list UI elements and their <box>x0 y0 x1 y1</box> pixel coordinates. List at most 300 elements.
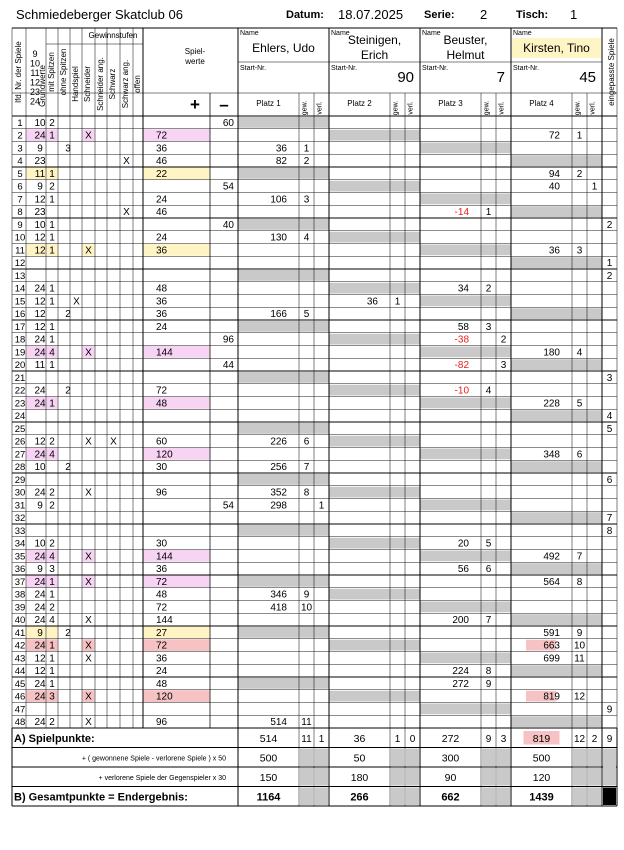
player-score: 130 <box>270 232 287 244</box>
won-count: 5 <box>303 309 310 321</box>
grey-cell <box>315 768 328 786</box>
ohne-spitzen: 2 <box>65 309 71 321</box>
label-gew: gew. <box>301 100 309 116</box>
player-score: 591 <box>543 627 560 639</box>
plus-value: 36 <box>156 653 168 665</box>
won-count: 10 <box>573 640 586 652</box>
grey-cell <box>421 245 511 256</box>
spielpunkte-value: 819 <box>532 733 551 745</box>
plus-value: 144 <box>156 551 173 563</box>
grey-cell <box>315 788 328 806</box>
row-number: 6 <box>17 181 23 193</box>
mit-spitzen: 2 <box>49 538 55 550</box>
player-score: -82 <box>454 360 469 372</box>
row-number: 19 <box>14 347 26 359</box>
tisch-value: 1 <box>570 7 578 22</box>
mit-spitzen: 2 <box>49 487 55 499</box>
grey-cell <box>330 589 420 600</box>
mit-spitzen: 1 <box>49 653 55 665</box>
mit-spitzen: 1 <box>49 589 55 601</box>
grey-cell <box>482 768 495 786</box>
won-count: 2 <box>576 168 583 180</box>
mark-x: X <box>85 615 92 627</box>
label-formel2: + verlorene Spiele der Gegenspieler x 30 <box>98 775 226 782</box>
row-number: 20 <box>14 360 26 372</box>
won-count: 4 <box>485 385 492 397</box>
serie-label: Serie: <box>424 9 455 21</box>
label-name: Name <box>240 30 259 37</box>
ohne-spitzen: 3 <box>65 143 71 155</box>
plus-value: 48 <box>156 678 168 690</box>
highlight-cell <box>144 129 210 141</box>
mit-spitzen: 1 <box>49 219 55 231</box>
row-number: 48 <box>14 717 26 729</box>
mit-spitzen: 1 <box>49 283 55 295</box>
gesamt-value: 1164 <box>256 791 281 804</box>
won-total: 1 <box>394 734 401 745</box>
lost-total: 0 <box>409 734 416 745</box>
label-start-nr: Start-Nr. <box>422 65 449 72</box>
mark-x: X <box>85 347 92 359</box>
mit-spitzen: 1 <box>49 360 55 372</box>
grey-cell <box>239 627 329 638</box>
row-number: 30 <box>14 487 26 499</box>
lost-count: 2 <box>500 334 507 346</box>
plus-value: 48 <box>156 283 168 295</box>
won-count: 7 <box>576 551 583 563</box>
mit-spitzen: 1 <box>49 398 55 410</box>
plus-value: 48 <box>156 589 168 601</box>
plus-value: 96 <box>156 487 168 499</box>
row-number: 21 <box>14 372 26 384</box>
row-number: 40 <box>14 615 26 627</box>
label-offen: offen <box>133 75 142 93</box>
mark-x: X <box>85 487 92 499</box>
grundwert: 24 <box>34 398 46 410</box>
mit-spitzen: 1 <box>49 576 55 588</box>
grundwert: 12 <box>34 296 46 308</box>
lost-total: 3 <box>500 734 507 745</box>
player-score: 663 <box>543 640 560 652</box>
mark-x: X <box>123 156 130 168</box>
label-gewinnstufen: Gewinnstufen <box>88 31 138 40</box>
grey-cell <box>330 691 420 702</box>
label-start-nr: Start-Nr. <box>240 65 267 72</box>
grey-cell <box>482 749 495 767</box>
mit-spitzen: 1 <box>49 666 55 678</box>
row-number: 26 <box>14 436 26 448</box>
row-number: 45 <box>14 678 26 690</box>
grundwert: 24 <box>34 576 46 588</box>
row-number: 2 <box>17 130 23 142</box>
grundwert: 12 <box>34 653 46 665</box>
grey-cell <box>512 308 602 319</box>
mit-spitzen: 1 <box>49 640 55 652</box>
grey-cell <box>239 321 329 332</box>
label-verl: verl. <box>498 101 506 115</box>
highlight-cell <box>47 627 58 639</box>
player-score: 348 <box>543 449 560 461</box>
grundwert: 24 <box>34 283 46 295</box>
grey-cell <box>421 653 511 664</box>
eingepasst-count: 5 <box>606 423 613 435</box>
plus-value: 72 <box>156 130 168 142</box>
row-number: 38 <box>14 589 26 601</box>
row-number: 12 <box>14 258 26 270</box>
grey-cell <box>421 398 511 409</box>
player-score: 58 <box>457 321 469 333</box>
label-spielpunkte: A) Spielpunkte: <box>14 733 95 745</box>
player-score: 819 <box>543 691 560 703</box>
row-number: 37 <box>14 576 26 588</box>
grundwert-value: 12 <box>29 77 41 88</box>
plus-value: 72 <box>156 385 168 397</box>
player-score: 514 <box>270 717 287 729</box>
mark-x: X <box>85 551 92 563</box>
grundwert: 12 <box>34 321 46 333</box>
label-grundwerte: Grundwerte <box>38 65 47 107</box>
won-total: 9 <box>485 734 492 745</box>
grey-cell <box>239 372 329 383</box>
plus-value: 36 <box>156 564 168 576</box>
row-number: 18 <box>14 334 26 346</box>
grundwert: 24 <box>34 385 46 397</box>
grey-cell <box>330 181 420 192</box>
player-score: 40 <box>548 181 560 193</box>
grey-cell <box>391 788 404 806</box>
grey-cell <box>391 768 404 786</box>
minus-value: 54 <box>222 500 234 512</box>
row-number: 1 <box>17 117 23 129</box>
mark-x: X <box>85 653 92 665</box>
mark-x: X <box>110 436 117 448</box>
grundwert: 24 <box>34 487 46 499</box>
row-number: 42 <box>14 640 26 652</box>
row-number: 24 <box>14 411 26 423</box>
highlight-cell <box>144 576 210 588</box>
player-score: 272 <box>452 678 469 690</box>
player-start-nr: 45 <box>579 69 596 86</box>
mit-spitzen: 3 <box>49 564 55 576</box>
eingepasst-count: 8 <box>606 525 613 537</box>
mit-spitzen: 2 <box>49 181 55 193</box>
grundwert: 24 <box>34 334 46 346</box>
won-count: 9 <box>576 627 583 639</box>
row-number: 5 <box>17 168 23 180</box>
player-score: 418 <box>270 602 287 614</box>
grundwert: 24 <box>34 449 46 461</box>
won-count: 5 <box>576 398 583 410</box>
won-count: 3 <box>303 194 310 206</box>
row-number: 35 <box>14 551 26 563</box>
grey-cell <box>330 640 420 651</box>
grundwert: 12 <box>34 245 46 257</box>
won-count: 1 <box>394 296 401 308</box>
won-count: 5 <box>485 538 492 550</box>
eingepasst-count: 2 <box>606 219 613 231</box>
ohne-spitzen: 2 <box>65 462 71 474</box>
player-score: 34 <box>457 283 469 295</box>
won-count: 9 <box>485 678 492 690</box>
label-gew: gew. <box>392 100 400 116</box>
player-score: 36 <box>548 245 560 257</box>
formel2-value: 180 <box>350 772 369 784</box>
player-score: 106 <box>270 194 287 206</box>
player-score: 492 <box>543 551 560 563</box>
mit-spitzen: 1 <box>49 321 55 333</box>
grey-cell <box>330 487 420 498</box>
won-total: 12 <box>573 734 586 745</box>
mit-spitzen: 2 <box>49 436 55 448</box>
grundwert: 24 <box>34 130 46 142</box>
won-count: 6 <box>576 449 583 461</box>
grey-cell <box>512 155 602 166</box>
row-number: 17 <box>14 321 26 333</box>
highlight-cell <box>144 397 210 409</box>
highlight-cell <box>144 550 210 562</box>
player-score: -38 <box>454 334 469 346</box>
plus-value: 30 <box>156 538 168 550</box>
grey-cell <box>330 334 420 345</box>
grundwert-value: 10 <box>29 58 41 69</box>
player-score: 256 <box>270 462 287 474</box>
player-score: -14 <box>454 207 469 219</box>
won-count: 6 <box>303 436 310 448</box>
grey-cell <box>512 716 602 727</box>
grundwert: 24 <box>34 678 46 690</box>
serie-value: 2 <box>480 7 488 22</box>
grundwert: 12 <box>34 436 46 448</box>
row-number: 10 <box>14 232 26 244</box>
label-platz: Platz 4 <box>529 99 554 108</box>
grey-cell <box>421 296 511 307</box>
mark-x: X <box>85 576 92 588</box>
plus-value: 96 <box>156 717 168 729</box>
grundwert: 10 <box>34 219 46 231</box>
mit-spitzen: 2 <box>49 500 55 512</box>
grundwert: 24 <box>34 551 46 563</box>
label-spielwerte: werte <box>185 57 205 66</box>
grey-cell <box>421 194 511 205</box>
won-count: 3 <box>576 245 583 257</box>
row-number: 9 <box>17 219 23 231</box>
highlight-cell <box>144 627 210 639</box>
eingepasst-count: 6 <box>606 474 613 486</box>
label-ohne-spitzen: ohne Spitzen <box>59 48 68 96</box>
row-number: 15 <box>14 296 26 308</box>
spielpunkte-value: 36 <box>353 733 366 745</box>
datum-value: 18.07.2025 <box>338 7 404 22</box>
plus-value: 72 <box>156 576 168 588</box>
player-name: Helmut <box>446 48 485 62</box>
grey-cell <box>421 143 511 154</box>
label-platz: Platz 1 <box>256 99 281 108</box>
grey-cell <box>239 270 329 281</box>
player-name: Kirsten, Tino <box>523 41 590 55</box>
grey-cell <box>239 474 329 485</box>
lost-total: 1 <box>318 734 325 745</box>
mit-spitzen: 4 <box>49 449 55 461</box>
grey-cell <box>239 576 329 587</box>
grey-cell <box>300 768 313 786</box>
player-score: 82 <box>275 156 287 168</box>
plus-value: 144 <box>156 347 173 359</box>
mit-spitzen: 1 <box>49 130 55 142</box>
player-start-nr: 7 <box>496 69 505 86</box>
label-gew: gew. <box>483 100 491 116</box>
row-number: 29 <box>14 474 26 486</box>
grey-cell <box>421 551 511 562</box>
grey-cell <box>330 283 420 294</box>
won-count: 2 <box>303 156 310 168</box>
won-count: 6 <box>485 564 492 576</box>
grundwert: 11 <box>34 360 46 372</box>
mit-spitzen: 1 <box>49 194 55 206</box>
label-plus: + <box>190 95 200 114</box>
player-score: 699 <box>543 653 560 665</box>
highlight-cell <box>144 346 210 358</box>
row-number: 4 <box>17 156 23 168</box>
player-score: -10 <box>454 385 469 397</box>
player-score: 36 <box>366 296 378 308</box>
player-score: 298 <box>270 500 287 512</box>
highlight-cell <box>144 639 210 651</box>
mark-x: X <box>85 245 92 257</box>
mark-x: X <box>85 717 92 729</box>
label-mit-spitzen: mit Spitzen <box>47 52 56 92</box>
grey-cell <box>421 704 511 715</box>
player-score: 166 <box>270 309 287 321</box>
spielpunkte-value: 514 <box>259 733 278 745</box>
formel1-value: 500 <box>532 752 551 765</box>
player-name: Beuster, <box>443 33 488 47</box>
row-number: 44 <box>14 666 26 678</box>
grey-cell <box>330 232 420 243</box>
grey-cell <box>330 436 420 447</box>
player-score: 36 <box>275 143 287 155</box>
grundwert: 24 <box>34 717 46 729</box>
plus-value: 60 <box>156 436 168 448</box>
formel2-value: 90 <box>444 772 457 784</box>
row-number: 28 <box>14 462 26 474</box>
mit-spitzen: 2 <box>49 717 55 729</box>
label-verl: verl. <box>589 101 597 115</box>
grey-cell <box>588 749 601 767</box>
player-name: Steinigen, <box>347 33 402 47</box>
spielpunkte-value: 272 <box>441 733 460 745</box>
plus-value: 36 <box>156 309 168 321</box>
grundwert: 24 <box>34 615 46 627</box>
grey-cell <box>421 347 511 358</box>
row-number: 32 <box>14 513 26 525</box>
minus-value: 54 <box>222 181 234 193</box>
row-number: 33 <box>14 525 26 537</box>
formel1-value: 50 <box>353 752 366 765</box>
row-number: 13 <box>14 270 26 282</box>
lost-total: 2 <box>591 734 598 745</box>
mit-spitzen: 4 <box>49 551 55 563</box>
plus-value: 46 <box>156 156 168 168</box>
grundwert: 9 <box>37 500 43 512</box>
mit-spitzen: 1 <box>49 245 55 257</box>
grey-cell <box>421 449 511 460</box>
eingepasst-count: 3 <box>606 372 613 384</box>
grey-cell <box>497 749 510 767</box>
mit-spitzen: 3 <box>49 691 55 703</box>
grey-cell <box>239 168 329 179</box>
won-count: 10 <box>300 602 313 614</box>
ohne-spitzen: 2 <box>65 385 71 397</box>
grey-cell <box>330 385 420 396</box>
grey-cell <box>239 219 329 230</box>
label-formel1: + ( gewonnene Spiele - verlorene Spiele ) x 50 <box>81 755 226 763</box>
formel2-value: 150 <box>259 772 278 784</box>
mark-x: X <box>123 207 130 219</box>
won-count: 9 <box>303 589 310 601</box>
row-number: 31 <box>14 500 26 512</box>
gesamt-value: 266 <box>350 791 369 804</box>
player-score: 94 <box>548 168 560 180</box>
row-number: 27 <box>14 449 26 461</box>
plus-value: 24 <box>156 321 168 333</box>
won-count: 8 <box>576 576 583 588</box>
lost-count: 1 <box>591 181 598 193</box>
grey-cell <box>497 768 510 786</box>
label-name: Name <box>513 30 532 37</box>
eingepasst-count: 1 <box>606 258 613 270</box>
gesamt-value: 1439 <box>529 791 554 804</box>
ohne-spitzen: 2 <box>65 627 71 639</box>
grey-cell <box>512 614 602 625</box>
grundwert-value: 24 <box>29 96 41 107</box>
mark-x: X <box>85 691 92 703</box>
won-count: 2 <box>485 283 492 295</box>
mit-spitzen: 4 <box>49 615 55 627</box>
grey-cell <box>239 117 329 128</box>
grundwert-value: 9 <box>32 49 38 59</box>
row-number: 22 <box>14 385 26 397</box>
grundwert-value: 11 <box>30 68 40 78</box>
player-score: 180 <box>543 347 560 359</box>
plus-value: 24 <box>156 194 168 206</box>
row-number: 11 <box>15 245 25 257</box>
won-count: 3 <box>485 321 492 333</box>
won-count: 8 <box>303 487 310 499</box>
grundwert: 10 <box>34 538 46 550</box>
formel1-value: 500 <box>259 752 278 765</box>
player-score: 200 <box>452 615 469 627</box>
plus-value: 72 <box>156 602 168 614</box>
grey-cell <box>512 359 602 370</box>
grundwert: 12 <box>34 666 46 678</box>
gesamt-value: 662 <box>441 791 460 804</box>
highlight-cell <box>144 244 210 256</box>
label-minus: – <box>219 95 229 114</box>
formel2-value: 120 <box>532 772 551 784</box>
eingepasst-count: 4 <box>606 411 613 423</box>
plus-value: 24 <box>156 666 168 678</box>
row-number: 46 <box>14 691 26 703</box>
mit-spitzen: 1 <box>49 334 55 346</box>
won-count: 11 <box>301 717 312 729</box>
grey-cell <box>330 130 420 141</box>
label-schneider-ang: Schneider ang. <box>96 57 105 111</box>
plus-value: 72 <box>156 640 168 652</box>
grundwert: 9 <box>37 181 43 193</box>
player-score: 352 <box>270 487 287 499</box>
eingepasste-total: 9 <box>606 734 613 745</box>
lost-count: 1 <box>318 500 325 512</box>
